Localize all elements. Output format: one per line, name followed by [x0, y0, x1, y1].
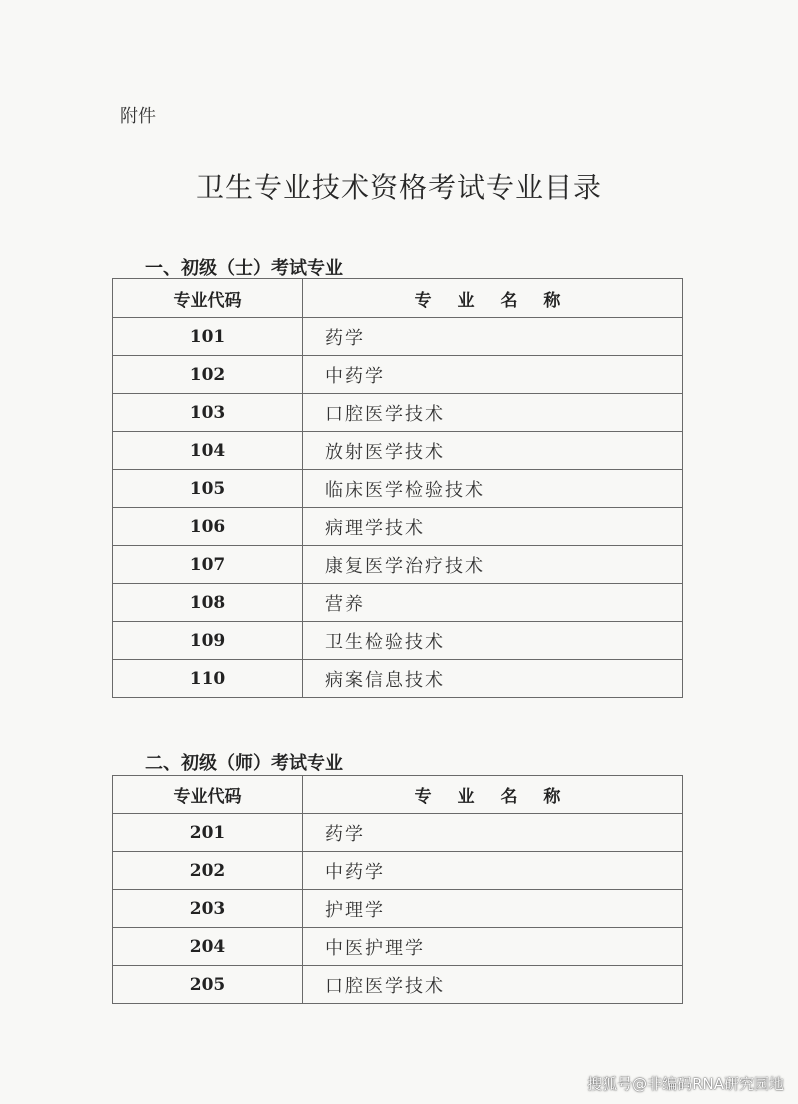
watermark: 搜狐号@非编码RNA研究园地 [587, 1075, 784, 1093]
major-name: 放射医学技术 [303, 432, 683, 470]
column-header-code: 专业代码 [113, 776, 303, 814]
major-name: 护理学 [303, 890, 683, 928]
major-name: 药学 [303, 318, 683, 356]
major-name: 药学 [303, 814, 683, 852]
major-name: 口腔医学技术 [303, 394, 683, 432]
table-row [113, 852, 683, 890]
major-name: 中医护理学 [303, 928, 683, 966]
table-row [113, 356, 683, 394]
table-row [113, 966, 683, 1004]
table-row [113, 890, 683, 928]
major-name: 临床医学检验技术 [303, 470, 683, 508]
major-code: 102 [113, 356, 303, 394]
section-title-junior-shi-teacher: 二、初级（师）考试专业 [145, 753, 343, 774]
table-row [113, 622, 683, 660]
major-code: 201 [113, 814, 303, 852]
major-code: 107 [113, 546, 303, 584]
section-title-junior-shi: 一、初级（士）考试专业 [145, 258, 343, 279]
major-code: 101 [113, 318, 303, 356]
major-table-junior-shi-teacher [112, 775, 683, 1004]
table-row [113, 928, 683, 966]
major-name: 康复医学治疗技术 [303, 546, 683, 584]
column-header-name: 专 业 名 称 [303, 776, 683, 814]
major-code: 104 [113, 432, 303, 470]
major-name: 口腔医学技术 [303, 966, 683, 1004]
column-header-code: 专业代码 [113, 279, 303, 318]
table-row [113, 432, 683, 470]
major-code: 110 [113, 660, 303, 698]
table-header-row [113, 776, 683, 814]
major-table-junior-shi [112, 278, 683, 698]
document-title: 卫生专业技术资格考试专业目录 [195, 171, 602, 204]
major-code: 203 [113, 890, 303, 928]
major-code: 106 [113, 508, 303, 546]
major-code: 103 [113, 394, 303, 432]
column-header-name: 专 业 名 称 [303, 279, 683, 318]
major-code: 108 [113, 584, 303, 622]
table-row [113, 814, 683, 852]
table-row [113, 394, 683, 432]
major-code: 105 [113, 470, 303, 508]
table-row [113, 660, 683, 698]
major-name: 中药学 [303, 356, 683, 394]
table-header-row [113, 279, 683, 318]
table-row [113, 470, 683, 508]
major-name: 中药学 [303, 852, 683, 890]
major-code: 202 [113, 852, 303, 890]
table-row [113, 546, 683, 584]
major-name: 病案信息技术 [303, 660, 683, 698]
major-code: 109 [113, 622, 303, 660]
major-name: 营养 [303, 584, 683, 622]
table-row [113, 508, 683, 546]
major-code: 205 [113, 966, 303, 1004]
major-name: 卫生检验技术 [303, 622, 683, 660]
attachment-label: 附件 [120, 106, 156, 127]
table-row [113, 584, 683, 622]
table-row [113, 318, 683, 356]
major-name: 病理学技术 [303, 508, 683, 546]
major-code: 204 [113, 928, 303, 966]
